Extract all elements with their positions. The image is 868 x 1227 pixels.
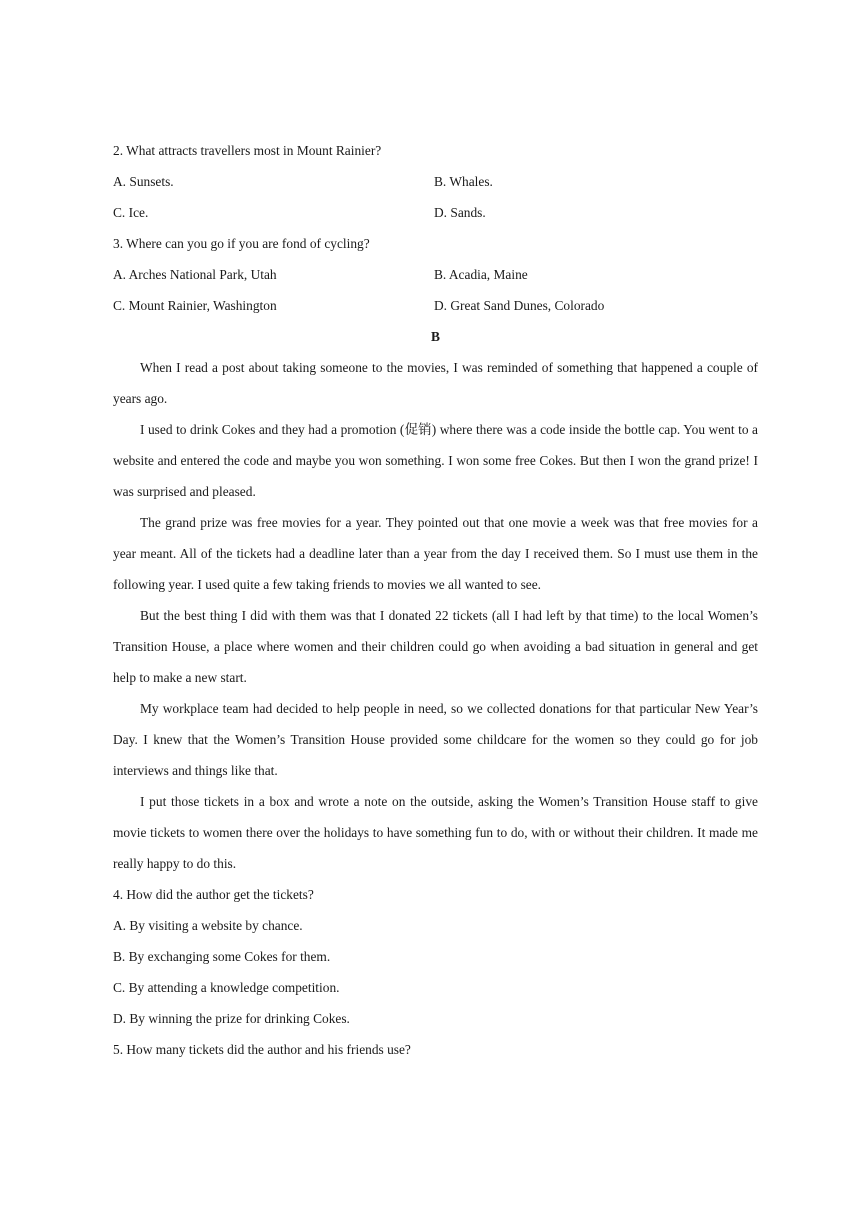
question-3-option-d: D. Great Sand Dunes, Colorado <box>434 298 605 313</box>
question-2-option-c: C. Ice. <box>113 205 149 220</box>
passage-paragraph-4: But the best thing I did with them was that I donated 22 tickets (all I had left by that time) to the local Women’s Transition House, a place where women and their children could go when avoiding a bad situation in general and get help to make a new start. <box>113 608 758 685</box>
question-3-options-row-1 <box>113 259 758 290</box>
passage-paragraph-2: I used to drink Cokes and they had a promotion (促销) where there was a code inside the bottle cap. You went to a website and entered the code and maybe you won something. I won some free Cokes. But then I won the grand prize! I was surprised and pleased. <box>113 422 758 499</box>
question-4-stem: 4. How did the author get the tickets? <box>113 887 314 902</box>
question-3-options-row-2 <box>113 290 758 321</box>
question-2-stem: 2. What attracts travellers most in Mount Rainier? <box>113 143 382 158</box>
passage-paragraph-3: The grand prize was free movies for a year. They pointed out that one movie a week was that free movies for a year meant. All of the tickets had a deadline later than a year from the day I received them. So I must use them in the following year. I used quite a few taking friends to movies we all wanted to see. <box>113 515 758 592</box>
passage-paragraph-6: I put those tickets in a box and wrote a note on the outside, asking the Women’s Transition House staff to give movie tickets to women there over the holidays to have something fun to do, with or without their children. It made me really happy to do this. <box>113 794 758 871</box>
question-2-options-row-1 <box>113 166 758 197</box>
section-b-title: B <box>431 329 440 344</box>
question-4-option-a: A. By visiting a website by chance. <box>113 918 303 933</box>
question-4-option-b: B. By exchanging some Cokes for them. <box>113 949 331 964</box>
question-2-option-b: B. Whales. <box>434 174 493 189</box>
question-2-options-row-2 <box>113 197 758 228</box>
question-3-option-a: A. Arches National Park, Utah <box>113 267 277 282</box>
question-2-option-d: D. Sands. <box>434 205 486 220</box>
question-4-option-c: C. By attending a knowledge competition. <box>113 980 340 995</box>
question-5-stem: 5. How many tickets did the author and his friends use? <box>113 1042 411 1057</box>
question-2-option-a: A. Sunsets. <box>113 174 174 189</box>
page-content <box>113 135 758 1065</box>
passage-paragraph-1: When I read a post about taking someone to the movies, I was reminded of something that happened a couple of years ago. <box>113 360 758 406</box>
question-3-stem: 3. Where can you go if you are fond of cycling? <box>113 236 370 251</box>
passage-paragraph-5: My workplace team had decided to help people in need, so we collected donations for that particular New Year’s Day. I knew that the Women’s Transition House provided some childcare for the women so they could go for job interviews and things like that. <box>113 701 758 778</box>
question-4-option-d: D. By winning the prize for drinking Cokes. <box>113 1011 350 1026</box>
question-3-option-c: C. Mount Rainier, Washington <box>113 298 277 313</box>
question-3-option-b: B. Acadia, Maine <box>434 267 528 282</box>
